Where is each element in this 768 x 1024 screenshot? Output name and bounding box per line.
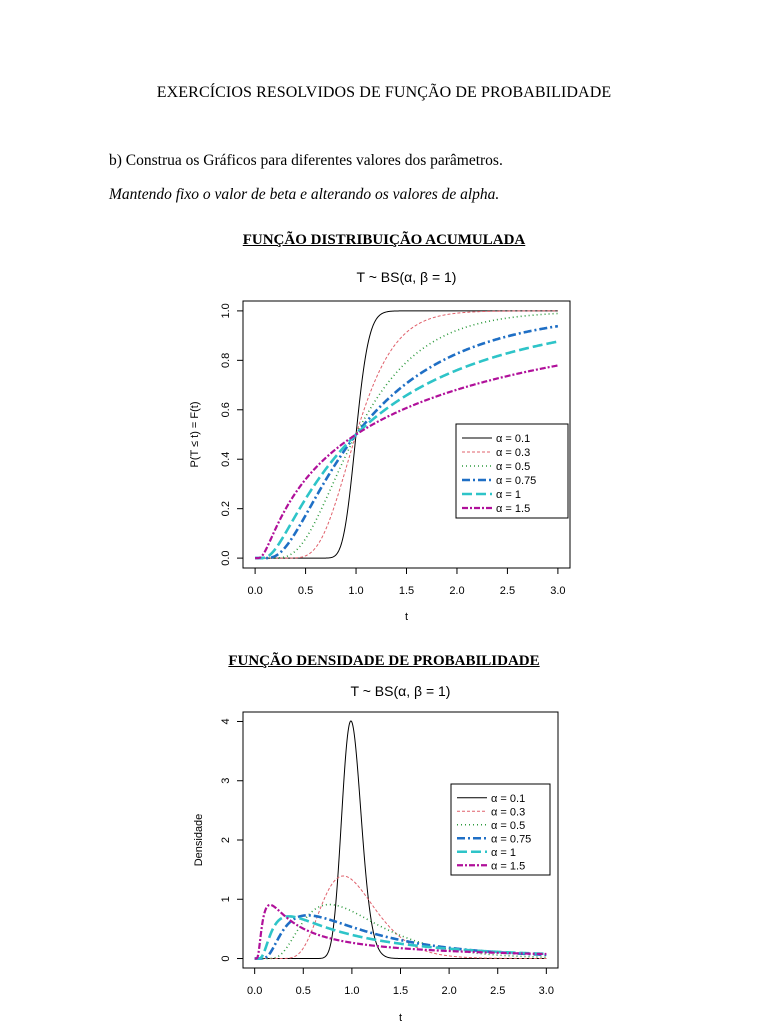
y-tick-label: 0.6	[220, 402, 232, 418]
note-paragraph: Mantendo fixo o valor de beta e alterando os valores de alpha.	[109, 186, 500, 203]
legend-label: α = 0.5	[491, 819, 526, 832]
x-tick-label: 0.0	[247, 985, 263, 997]
legend-label: α = 0.75	[491, 833, 532, 846]
x-tick-label: 1.5	[392, 985, 409, 997]
y-tick-label: 0.4	[220, 451, 232, 467]
y-tick-label: 0.0	[220, 550, 232, 566]
legend-label: α = 1	[496, 489, 522, 501]
legend-label: α = 0.1	[491, 792, 526, 805]
x-tick-label: 2.0	[441, 985, 457, 997]
x-tick-label: 0.0	[247, 585, 263, 597]
y-tick-label: 1.0	[220, 303, 232, 319]
pdf-chart	[0, 676, 768, 1024]
x-tick-label: 3.0	[550, 585, 566, 597]
x-axis-label: t	[398, 1012, 403, 1024]
section-title-pdf	[0, 653, 768, 670]
legend-label: α = 0.5	[496, 461, 531, 473]
chart-title: T ~ BS(α, β = 1)	[350, 683, 451, 699]
y-tick-label: 4	[220, 718, 232, 725]
x-tick-label: 1.0	[344, 985, 360, 997]
x-axis-label: t	[404, 611, 409, 623]
series-line-alpha-1-5	[255, 905, 547, 959]
legend-label: α = 1	[491, 846, 517, 859]
y-tick-label: 2	[220, 836, 232, 844]
y-tick-label: 0.8	[220, 352, 232, 368]
section-title-pdf-text: FUNÇÃO DENSIDADE DE PROBABILIDADE	[228, 653, 540, 669]
document-title: EXERCÍCIOS RESOLVIDOS DE FUNÇÃO DE PROBABILIDADE	[156, 84, 612, 101]
chart-title: T ~ BS(α, β = 1)	[356, 269, 457, 285]
y-axis-label: Densidade	[193, 813, 205, 867]
x-tick-label: 0.5	[295, 985, 311, 997]
cdf-chart	[0, 258, 768, 628]
x-tick-label: 1.5	[398, 585, 415, 597]
y-tick-label: 0	[220, 955, 232, 962]
x-tick-label: 2.5	[499, 585, 516, 597]
y-tick-label: 0.2	[220, 501, 232, 517]
y-tick-label: 3	[220, 777, 232, 784]
legend-label: α = 1.5	[496, 503, 531, 515]
y-tick-label: 1	[220, 896, 232, 903]
series-line-alpha-0-5	[255, 905, 547, 959]
x-tick-label: 0.5	[297, 585, 314, 597]
legend-label: α = 1.5	[491, 860, 526, 873]
x-tick-label: 2.0	[449, 585, 465, 597]
legend-label: α = 0.75	[496, 475, 537, 487]
legend-label: α = 0.3	[491, 806, 526, 819]
x-tick-label: 1.0	[348, 585, 364, 597]
x-tick-label: 2.5	[490, 985, 506, 997]
legend-label: α = 0.3	[496, 447, 531, 459]
y-axis-label: P(T ≤ t) = F(t)	[189, 401, 201, 468]
legend-label: α = 0.1	[496, 433, 531, 445]
instruction-paragraph: b) Construa os Gráficos para diferentes valores dos parâmetros.	[109, 152, 503, 169]
section-title-cdf	[0, 232, 768, 249]
section-title-cdf-text: FUNÇÃO DISTRIBUIÇÃO ACUMULADA	[242, 232, 526, 248]
x-tick-label: 3.0	[538, 985, 554, 997]
